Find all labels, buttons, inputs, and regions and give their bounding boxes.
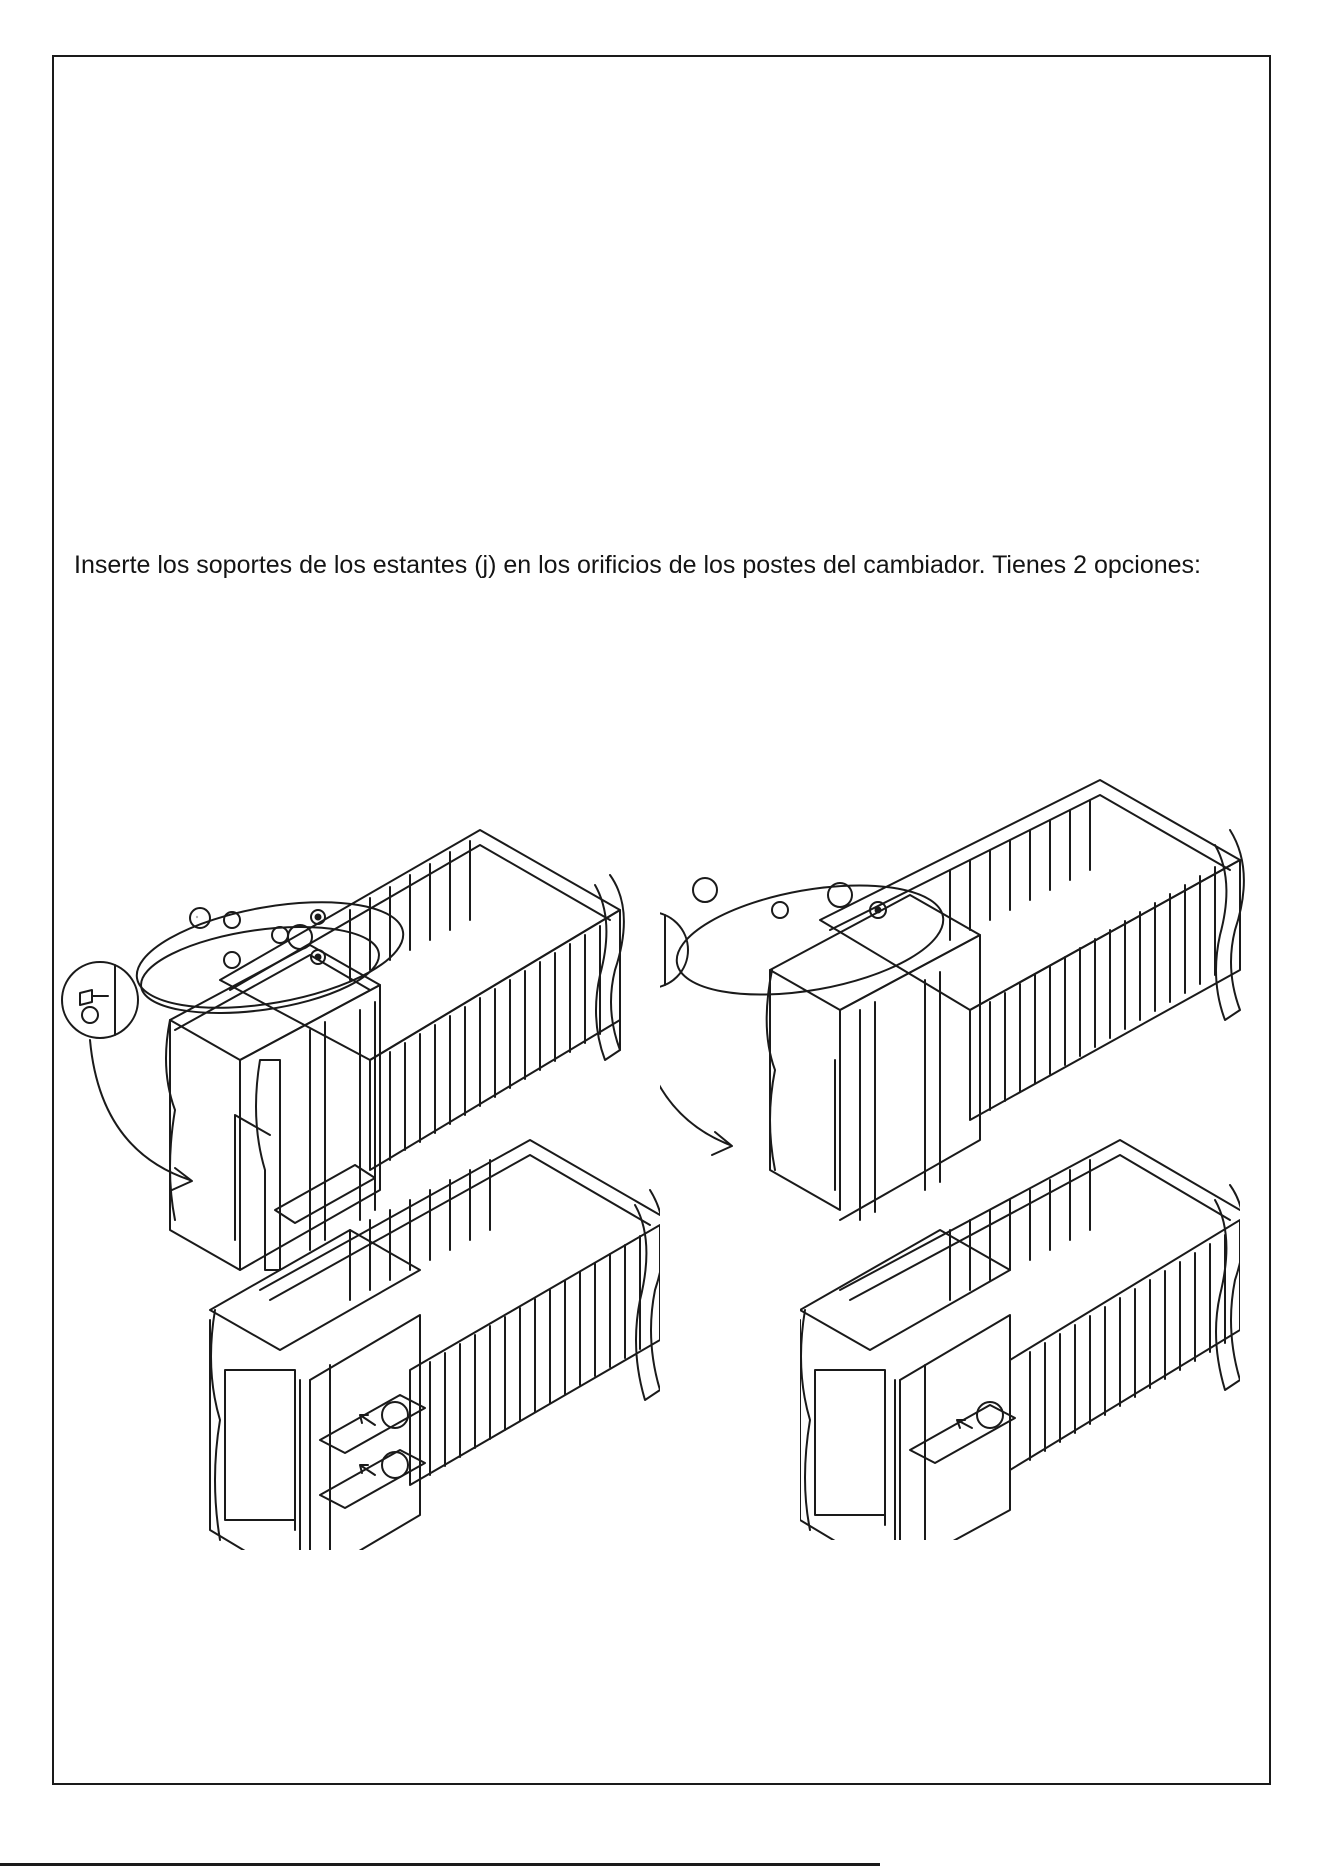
detail-callout-option-1 [62,962,192,1190]
crib-after-option-2 [800,1140,1240,1540]
bottom-rule [0,1863,880,1866]
detail-callout-option-2 [660,912,732,1155]
option-2-result-illustration [800,1110,1240,1540]
crib-after-option-1 [210,1140,660,1550]
option-1-result-illustration [200,1110,660,1550]
instruction-text: Inserte los soportes de los estantes (j) en los orificios de los postes del cambiador. Tienes 2 opciones: [74,551,1201,579]
